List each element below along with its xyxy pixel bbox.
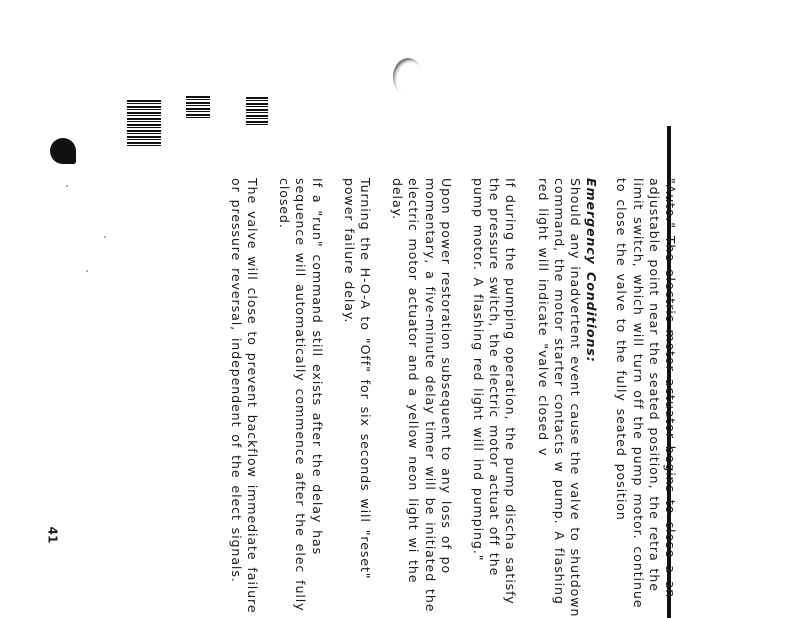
punch-hole <box>393 58 423 96</box>
document-body <box>118 178 678 618</box>
paragraph-emergency: Should any inadvertent event cause the valve to shutdown command, the motor starter contacts w pump. A flashing red light will indicate "valve closed v <box>535 178 583 618</box>
paragraph-auto: "Auto." The electric motor actuator begins to close a an adjustable point near the seated position, the retra the limit switch, which will turn off the pump motor. continue to close the valve to the fully seated position <box>614 178 678 609</box>
paragraph-run-command: If a "run" command still exists after the delay has sequence will automatically commence after the elec fully closed. <box>277 178 325 612</box>
scan-mark <box>186 96 210 118</box>
scan-mark <box>127 100 161 148</box>
page-number: 41 <box>45 526 60 544</box>
paragraph-discharge: If during the pumping operation, the pump discha satisfy the pressure switch, the electric motor actuat off the pump motor. A flashing red light will ind pumping." <box>470 178 519 605</box>
scan-speck <box>66 185 68 187</box>
scan-speck <box>104 236 106 238</box>
paragraph-power-restoration: Upon power restoration subsequent to any loss of po momentary, a five-minute delay timer will be initiated the electric motor actuator and a yellow neon light wi the delay. <box>390 178 454 613</box>
scan-speck <box>86 270 88 272</box>
rotated-text <box>118 178 678 618</box>
paragraph-reset: Turning the H-O-A to "Off" for six seconds will "reset" power failure delay. <box>341 178 373 580</box>
section-heading: Emergency Conditions: <box>584 178 600 363</box>
scan-mark <box>246 97 268 125</box>
scan-artifact <box>50 138 76 164</box>
paragraph-backflow: The valve will close to prevent backflow immediate failure or pressure reversal, independent of the elect signals. <box>228 178 260 614</box>
